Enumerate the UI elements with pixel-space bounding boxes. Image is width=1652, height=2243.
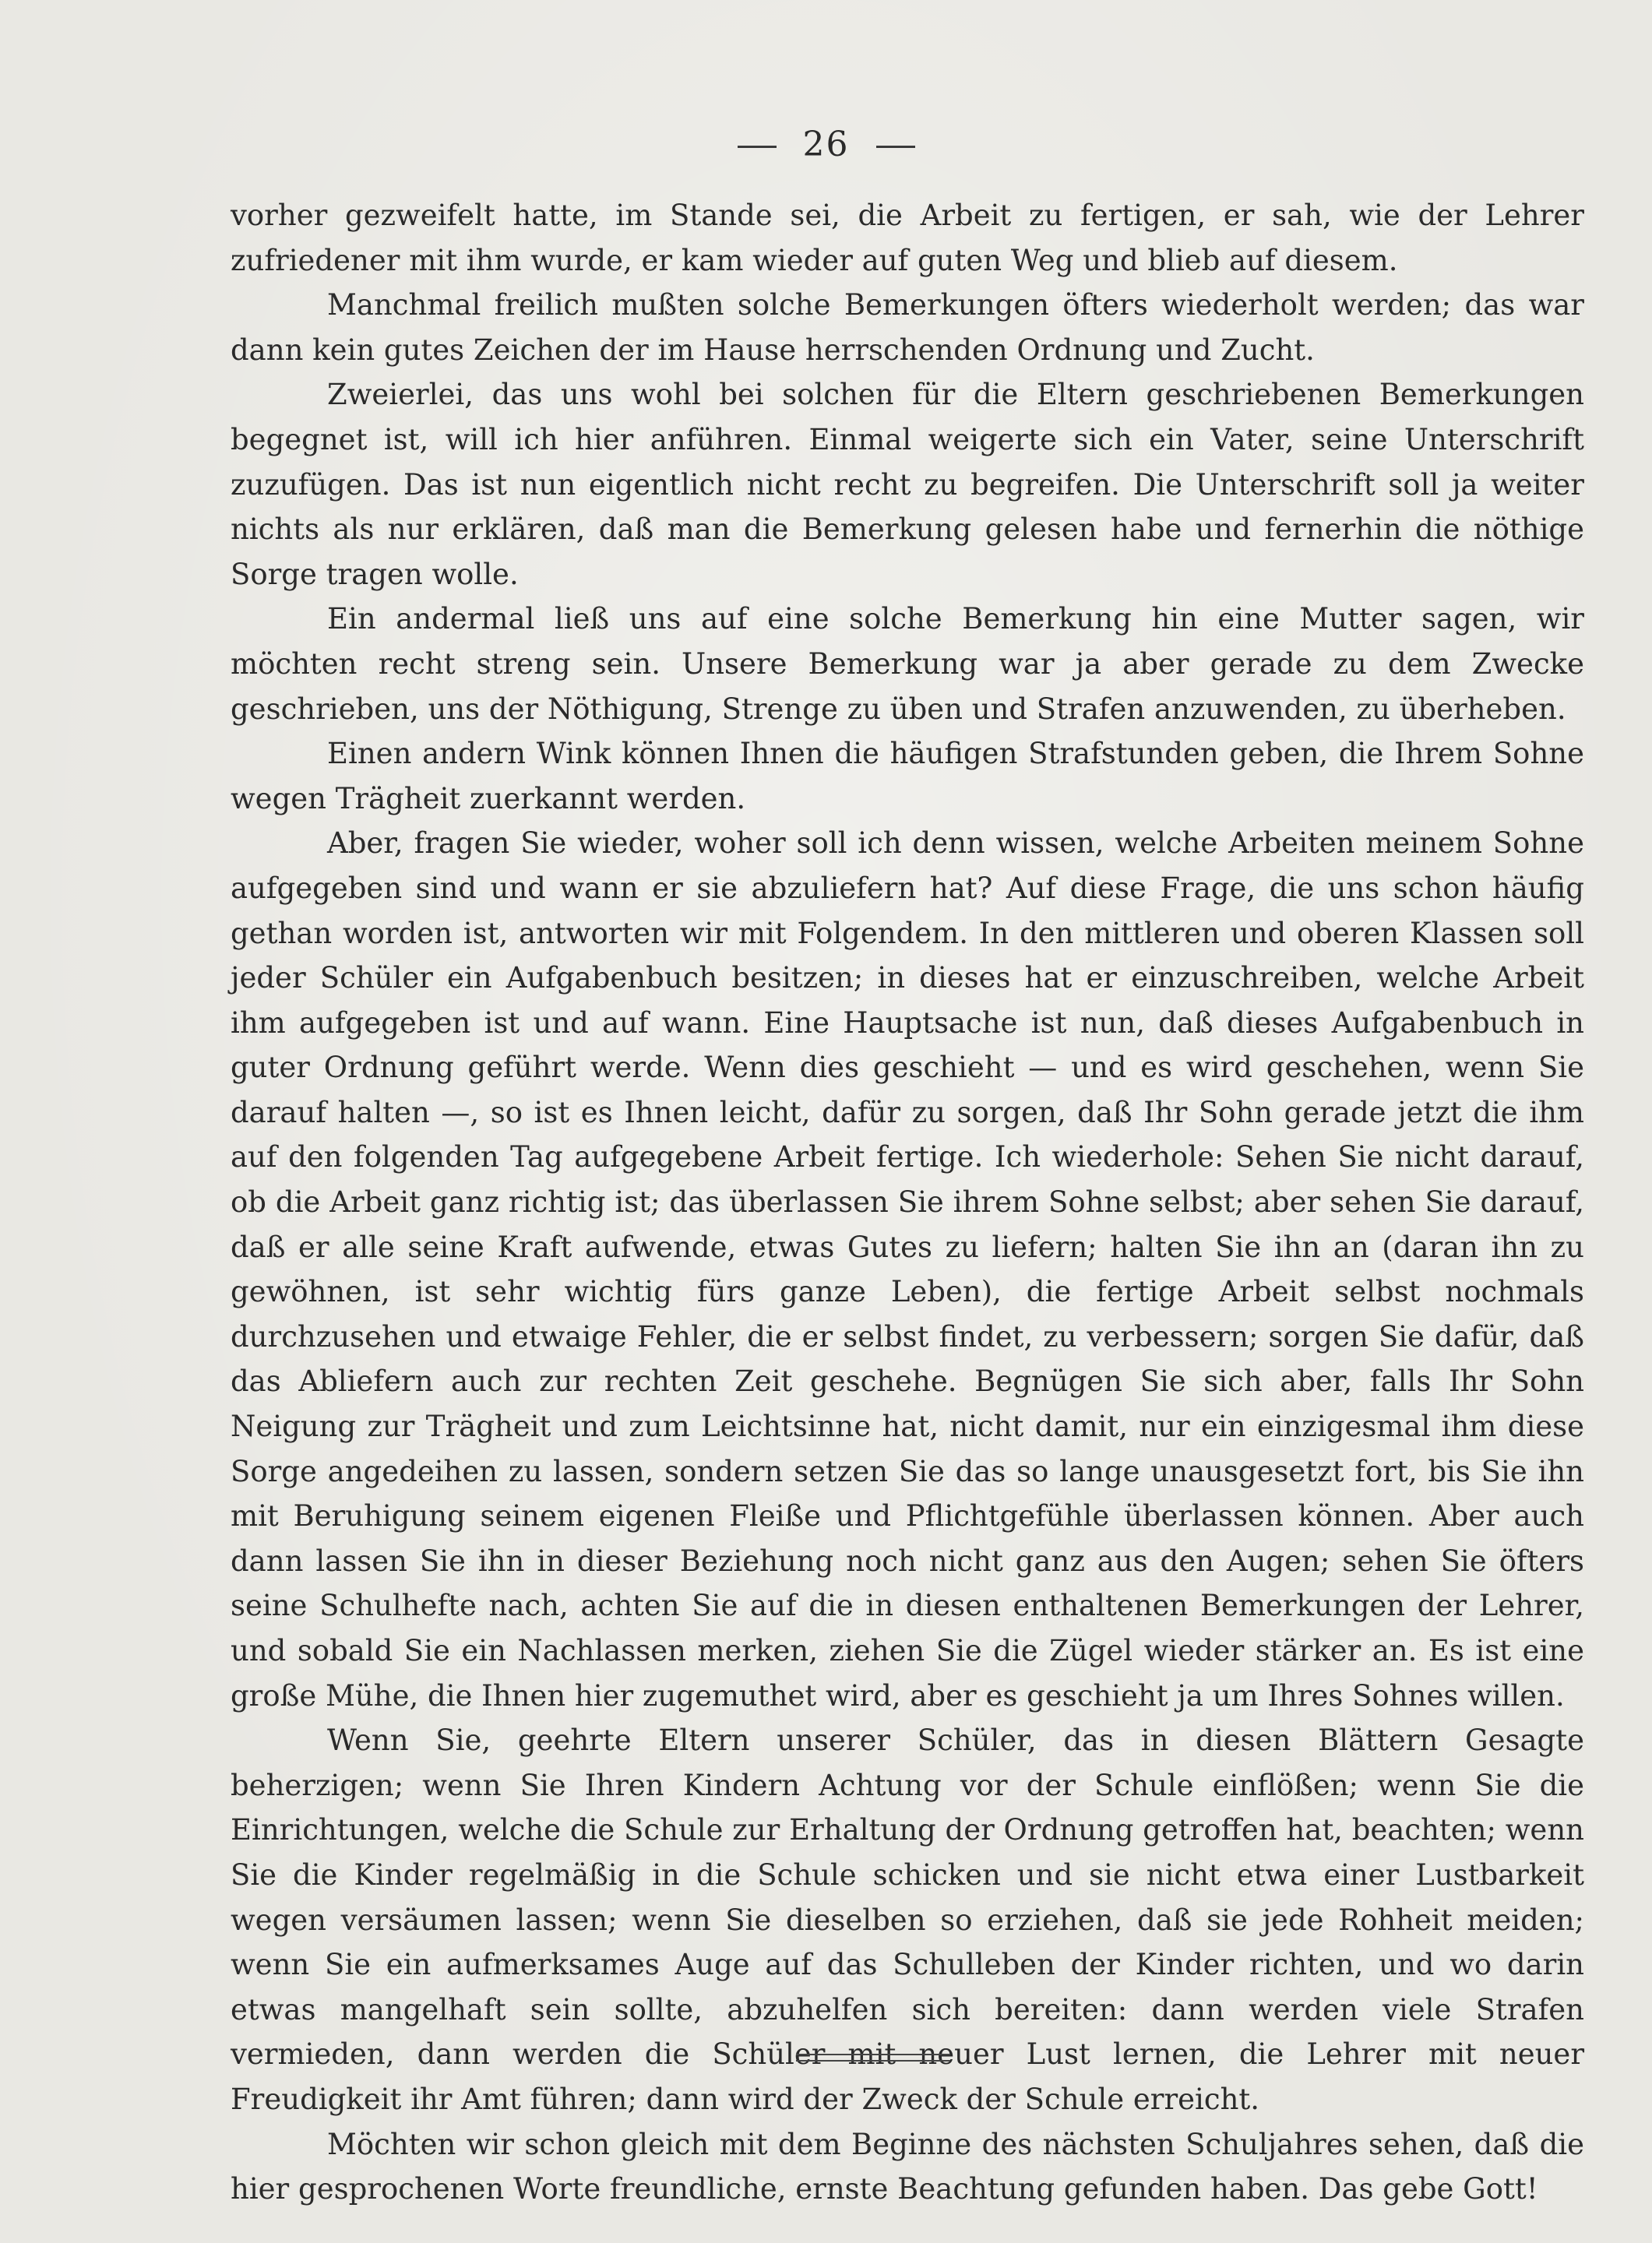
- paragraph: Zweierlei, das uns wohl bei solchen für die Eltern geschriebenen Bemerkungen begegnet ist, will ich hier anführen. Einmal weigerte sich ein Vater, seine Unterschrift zuzufügen. Das ist nun eigentlich nicht recht zu begreifen. Die Unterschrift soll ja weiter nichts als nur erklären, daß man die Bemerkung gelesen habe und fernerhin die nöthige Sorge tragen wolle.: [231, 378, 1584, 591]
- header-dash-right: [876, 146, 915, 148]
- page-number: 26: [802, 125, 850, 164]
- paragraph: Wenn Sie, geehrte Eltern unserer Schüler, das in diesen Blättern Gesagte beherzigen; wenn Sie Ihren Kindern Achtung vor der Schule einflößen; wenn Sie die Einrichtungen, welche die Schule zur Erhaltung der Ordnung getroffen hat, beachten; wenn Sie die Kinder regelmäßig in die Schule schicken und sie nicht etwa einer Lustbarkeit wegen versäumen lassen; wenn Sie dieselben so erziehen, daß sie jede Rohheit meiden; wenn Sie ein aufmerksames Auge auf das Schulleben der Kinder richten, und wo darin etwas mangelhaft sein sollte, abzuhelfen sich bereiten: dann werden viele Strafen vermieden, dann werden die Schüler mit neuer Lust lernen, die Lehrer mit neuer Freudigkeit ihr Amt führen; dann wird der Zweck der Schule erreicht.: [231, 1724, 1584, 2116]
- closing-double-rule: [796, 2054, 950, 2062]
- body-text: [231, 193, 1584, 2212]
- header-dash-left: [738, 146, 777, 148]
- paragraph: Ein andermal ließ uns auf eine solche Bemerkung hin eine Mutter sagen, wir möchten recht streng sein. Unsere Bemerkung war ja aber gerade zu dem Zwecke geschrieben, uns der Nöthigung, Strenge zu üben und Strafen anzuwenden, zu überheben.: [231, 602, 1584, 726]
- paragraph-continuation: vorher gezweifelt hatte, im Stande sei, die Arbeit zu fertigen, er sah, wie der Lehrer zufriedener mit ihm wurde, er kam wieder auf guten Weg und blieb auf diesem.: [231, 199, 1584, 277]
- page-header: [0, 125, 1652, 164]
- paragraph: Manchmal freilich mußten solche Bemerkungen öfters wiederholt werden; das war dann kein gutes Zeichen der im Hause herrschenden Ordnung und Zucht.: [231, 288, 1584, 367]
- paragraph: Einen andern Wink können Ihnen die häufigen Strafstunden geben, die Ihrem Sohne wegen Trägheit zuerkannt werden.: [231, 737, 1584, 815]
- paragraph: Aber, fragen Sie wieder, woher soll ich denn wissen, welche Arbeiten meinem Sohne aufgegeben sind und wann er sie abzuliefern hat? Auf diese Frage, die uns schon häufig gethan worden ist, antworten wir mit Folgendem. In den mittleren und oberen Klassen soll jeder Schüler ein Aufgabenbuch besitzen; in dieses hat er einzuschreiben, welche Arbeit ihm aufgegeben ist und auf wann. Eine Hauptsache ist nun, daß dieses Aufgabenbuch in guter Ordnung geführt werde. Wenn dies geschieht — und es wird geschehen, wenn Sie darauf halten —, so ist es Ihnen leicht, dafür zu sorgen, daß Ihr Sohn gerade jetzt die ihm auf den folgenden Tag aufgegebene Arbeit fertige. Ich wiederhole: Sehen Sie nicht darauf, ob die Arbeit ganz richtig ist; das überlassen Sie ihrem Sohne selbst; aber sehen Sie darauf, daß er alle seine Kraft aufwende, etwas Gutes zu liefern; halten Sie ihn an (daran ihn zu gewöhnen, ist sehr wichtig fürs ganze Leben), die fertige Arbeit selbst nochmals durchzusehen und etwaige Fehler, die er selbst findet, zu verbessern; sorgen Sie dafür, daß das Abliefern auch zur rechten Zeit geschehe. Begnügen Sie sich aber, falls Ihr Sohn Neigung zur Trägheit und zum Leichtsinne hat, nicht damit, nur ein einzigesmal ihm diese Sorge angedeihen zu lassen, sondern setzen Sie das so lange unausgesetzt fort, bis Sie ihn mit Beruhigung seinem eigenen Fleiße und Pflichtgefühle überlassen können. Aber auch dann lassen Sie ihn in dieser Beziehung noch nicht ganz aus den Augen; sehen Sie öfters seine Schulhefte nach, achten Sie auf die in diesen enthaltenen Bemerkungen der Lehrer, und sobald Sie ein Nachlassen merken, ziehen Sie die Zügel wieder stärker an. Es ist eine große Mühe, die Ihnen hier zugemuthet wird, aber es geschieht ja um Ihres Sohnes willen.: [231, 826, 1584, 1713]
- paragraph-closing: Möchten wir schon gleich mit dem Beginne des nächsten Schuljahres sehen, daß die hier gesprochenen Worte freundliche, ernste Beachtung gefunden haben. Das gebe Gott!: [231, 2127, 1584, 2206]
